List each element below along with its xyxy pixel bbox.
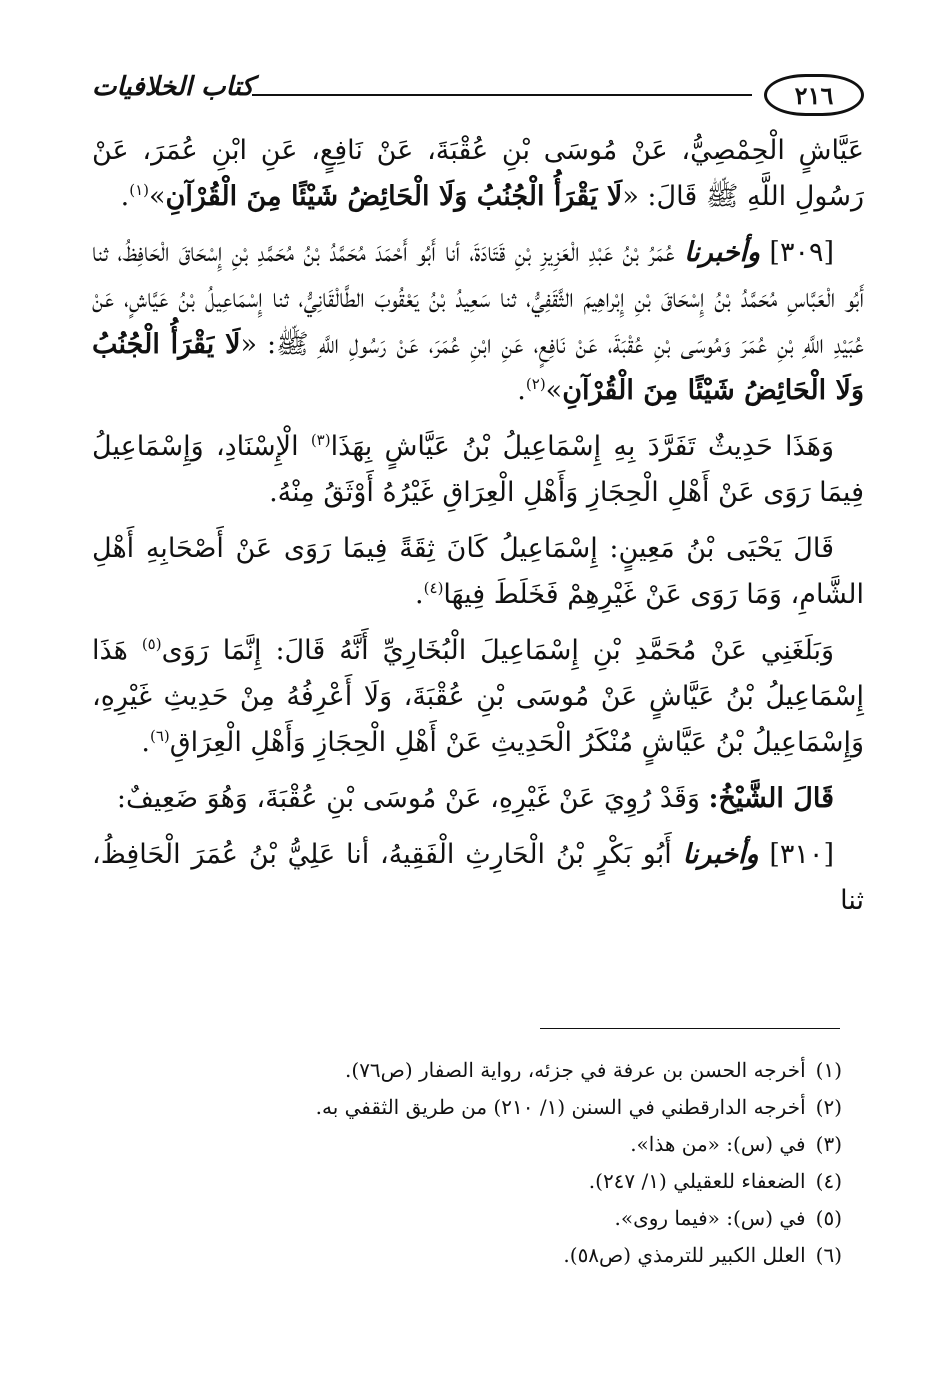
footnotes: [92, 1052, 842, 1274]
paragraph: [92, 832, 864, 924]
text-run: »: [545, 375, 563, 406]
paragraph: [92, 230, 864, 414]
header-rule: [252, 94, 752, 96]
footnote-ref[interactable]: (٦): [149, 727, 170, 745]
footnote: [92, 1163, 842, 1200]
text-run: »: [149, 181, 166, 212]
text-run: قَالَ يَحْيَى بْنُ مَعِينٍ: إِسْمَاعِيلُ كَانَ ثِقَةً فِيمَا رَوَى عَنْ أَصْحَابِهِ أَهْلِ الشَّامِ، وَمَا رَوَى عَنْ غَيْرِهِمْ فَخَلَطَ فِيهَا: [92, 533, 864, 610]
footnote-number: (٣): [815, 1132, 842, 1156]
text-run: [٣٠٩]: [760, 237, 835, 268]
footnote-text: العلل الكبير للترمذي (ص٥٨).: [563, 1243, 806, 1267]
footnote-number: (٢): [815, 1095, 842, 1119]
footnote-text: أخرجه الدارقطني في السنن (١/ ٢١٠) من طريق الثقفي به.: [315, 1095, 806, 1119]
text-run: الْإِسْنَادِ، وَإِسْمَاعِيلُ فِيمَا رَوَى عَنْ أَهْلِ الْحِجَازِ وَأَهْلِ الْعِرَاقِ غَيْرُهُ أَوْثَقُ مِنْهُ.: [92, 431, 864, 508]
footnote-text: الضعفاء للعقيلي (١/ ٢٤٧).: [588, 1169, 806, 1193]
hadith-text: لَا يَقْرَأُ الْجُنُبُ وَلَا الْحَائِضُ شَيْئًا مِنَ الْقُرْآنِ: [92, 329, 864, 406]
text-run: .: [120, 181, 130, 212]
footnote: [92, 1200, 842, 1237]
footnote-number: (٦): [815, 1243, 842, 1267]
paragraph: [92, 628, 864, 766]
footnote: [92, 1089, 842, 1126]
text-run: هَذَا إِسْمَاعِيلُ بْنُ عَيَّاشٍ عَنْ مُوسَى بْنِ عُقْبَةَ، وَلَا أَعْرِفُهُ مِنْ حَدِيثِ غَيْرِهِ، وَإِسْمَاعِيلُ بْنُ عَيَّاشٍ مُنْكَرُ الْحَدِيثِ عَنْ أَهْلِ الْحِجَازِ وَأَهْلِ الْعِرَاقِ: [92, 635, 864, 758]
paragraph: [92, 526, 864, 618]
page-header: [92, 70, 864, 126]
paragraph: [92, 776, 864, 822]
footnote-separator: [540, 1028, 840, 1029]
sheikh-label: قَالَ الشَّيْخُ:: [708, 783, 834, 814]
text-run: .: [141, 727, 150, 758]
footnote: [92, 1126, 842, 1163]
text-run: .: [517, 375, 526, 406]
footnote-number: (٤): [815, 1169, 842, 1193]
text-run: أَبُو بَكْرٍ بْنُ الْحَارِثِ الْفَقِيهُ، أنا عَلِيُّ بْنُ عُمَرَ الْحَافِظُ، ثنا: [92, 839, 864, 916]
narration-intro: وأخبرنا: [684, 237, 761, 268]
footnote-text: في (س): «من هذا».: [630, 1132, 806, 1156]
text-run: عُمَرُ بْنُ عَبْدِ الْعَزِيزِ بْنِ قَتَادَةَ، أنا أَبُو أَحْمَدَ مُحَمَّدُ بْنُ مُحَمَّدِ بْنِ إِسْحَاقَ الْحَافِظُ، ثنا أَبُو الْعَبَّاسِ مُحَمَّدُ بْنُ إِسْحَاقَ بْنِ إِبْراهِيمَ الثَّقَفِيُّ، ثنا سَعِيدُ بْنُ يَعْقُوبَ الطَّالْقَانِيُّ، ثنا إِسْمَاعِيلُ بْنُ عَيَّاشٍ، عَنْ عُبَيْدِ اللَّهِ بْنِ عُمَرَ وَمُوسَى بْنِ عُقْبَةَ، عَنْ نَافِعٍ، عَنِ ابْنِ عُمَرَ، عَنْ رَسُولِ اللَّهِ ﷺ: «: [92, 237, 864, 360]
footnote-ref[interactable]: (٥): [141, 635, 162, 653]
footnote-ref[interactable]: (٣): [310, 431, 331, 449]
text-run: وَبَلَغَنِي عَنْ مُحَمَّدِ بْنِ إِسْمَاعِيلَ الْبُخَارِيِّ أَنَّهُ قَالَ: إِنَّمَا رَوَى: [161, 635, 834, 666]
text-run: وَقَدْ رُوِيَ عَنْ غَيْرِهِ، عَنْ مُوسَى بْنِ عُقْبَةَ، وَهُوَ ضَعِيفٌ:: [116, 783, 709, 814]
footnote-ref[interactable]: (٢): [525, 375, 546, 393]
footnote-text: أخرجه الحسن بن عرفة في جزئه، رواية الصفار (ص٧٦).: [345, 1058, 806, 1082]
text-run: .: [415, 579, 424, 610]
footnote-number: (١): [815, 1058, 842, 1082]
book-title: كتاب الخلافيات: [92, 72, 254, 102]
text-run: عَيَّاشٍ الْحِمْصِيُّ، عَنْ مُوسَى بْنِ عُقْبَةَ، عَنْ نَافِعٍ، عَنِ ابْنِ عُمَرَ، عَنْ رَسُولِ اللَّهِ ﷺ قَالَ: «: [92, 135, 864, 212]
page-number: ٢١٦: [764, 74, 864, 116]
text-run: وَهَذَا حَدِيثٌ تَفَرَّدَ بِهِ إِسْمَاعِيلُ بْنُ عَيَّاشٍ بِهَذَا: [330, 431, 834, 462]
footnote-ref[interactable]: (١): [129, 181, 149, 199]
footnote: [92, 1052, 842, 1089]
main-text: [92, 128, 864, 934]
footnote-ref[interactable]: (٤): [423, 579, 444, 597]
footnote-text: في (س): «فيما روى».: [614, 1206, 806, 1230]
hadith-text: لَا يَقْرَأُ الْجُنُبُ وَلَا الْحَائِضُ شَيْئًا مِنَ الْقُرْآنِ: [165, 181, 623, 212]
text-run: [٣١٠]: [758, 839, 834, 870]
narration-intro: وأخبرنا: [682, 839, 759, 870]
footnote: [92, 1237, 842, 1274]
footnote-number: (٥): [815, 1206, 842, 1230]
paragraph: [92, 128, 864, 220]
paragraph: [92, 424, 864, 516]
